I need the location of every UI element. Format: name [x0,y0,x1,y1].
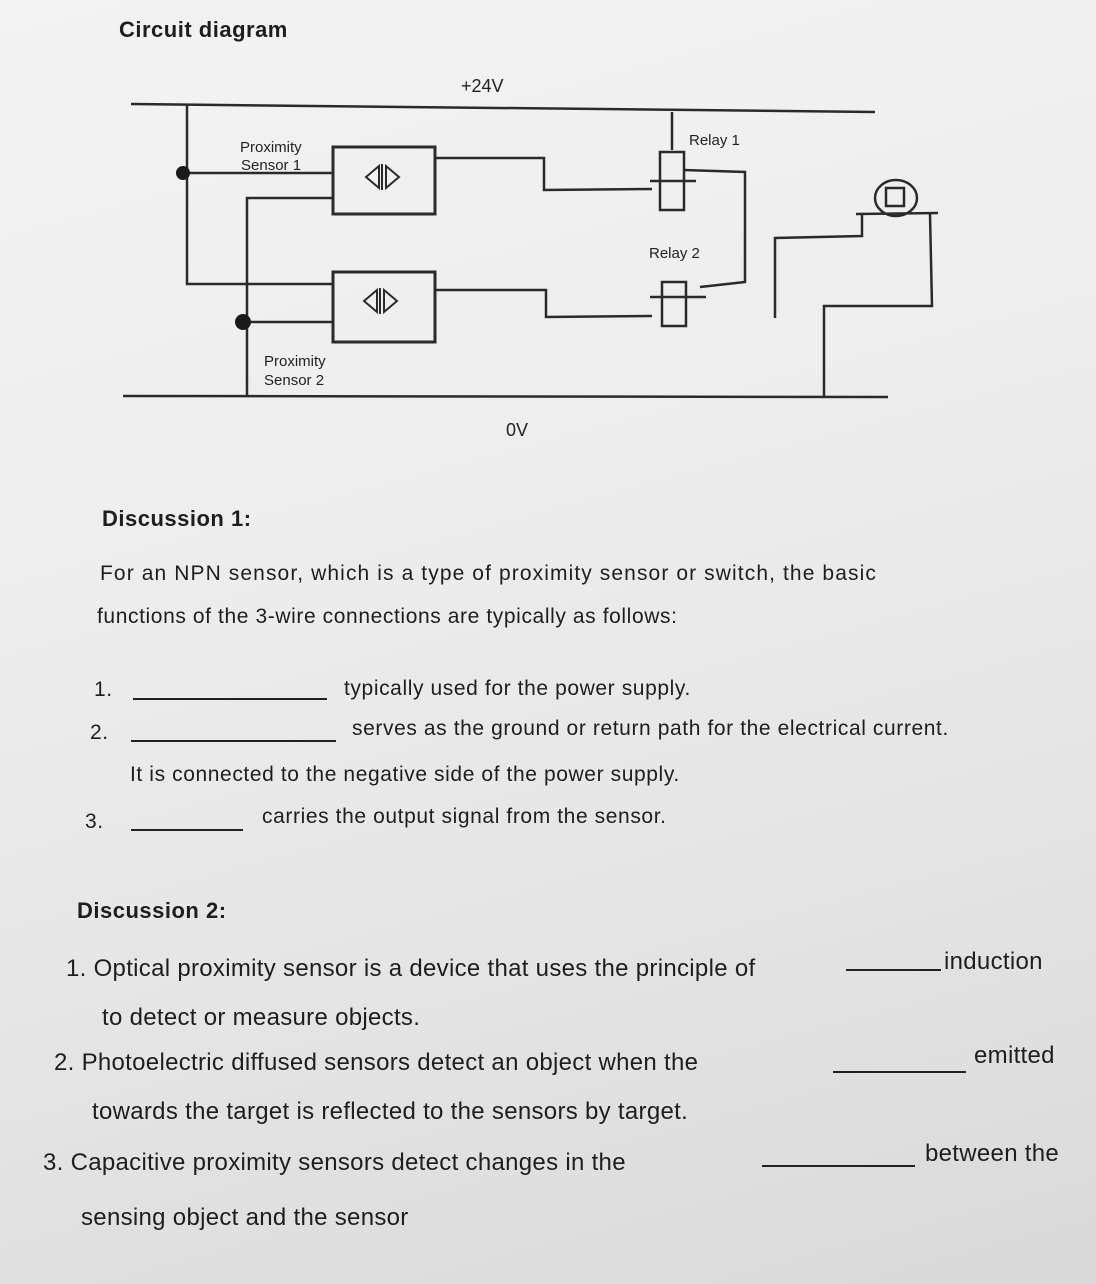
d2-item1-answer: induction [944,948,1043,975]
d2-item2-answer: emitted [974,1042,1055,1069]
d1-item3-text: carries the output signal from the sensor. [262,805,667,828]
sensor2-output-wire [435,290,652,317]
sensor2-label-line1: Proximity [264,353,326,370]
discussion-1-intro-line2: functions of the 3-wire connections are typically as follows: [97,605,678,628]
d2-item3-line1: 3. Capacitive proximity sensors detect changes in the [43,1149,626,1176]
d2-item1-line1: 1. Optical proximity sensor is a device that uses the principle of [66,955,756,982]
relay2-label: Relay 2 [649,245,700,262]
d1-item3-number: 3. [85,810,104,833]
node-dot-1 [176,166,190,180]
sensor1-label-line2: Sensor 1 [241,157,302,174]
d2-item3-answer: between the [925,1140,1060,1167]
d1-item2-text: serves as the ground or return path for the electrical current. [352,717,949,740]
relay1-output-wire [684,170,745,287]
proximity-sensor-1-box [333,147,435,214]
load-wire [775,215,862,318]
discussion-1-heading: Discussion 1: [102,506,252,531]
relay1-label: Relay 1 [689,132,740,149]
positive-rail [131,104,875,112]
sensor1-output-wire [435,158,652,190]
d1-item2-blank[interactable] [131,740,336,742]
d2-item2-line1: 2. Photoelectric diffused sensors detect an object when the [54,1049,699,1076]
d2-item1-line2: to detect or measure objects. [102,1004,421,1031]
d1-item2-number: 2. [90,721,109,744]
d2-item2-line2: towards the target is reflected to the sensors by target. [92,1098,689,1125]
d1-item2-continuation: It is connected to the negative side of the power supply. [130,763,680,786]
d2-item3-line2: sensing object and the sensor [81,1204,409,1231]
lamp-return-wire [824,214,932,396]
relay-2-symbol [662,282,686,326]
supply-bottom-label: 0V [506,420,529,440]
sensor2-label-line2: Sensor 2 [264,372,325,389]
d2-item2-blank[interactable] [833,1071,966,1073]
page-title: Circuit diagram [119,17,288,42]
sensor1-label-line1: Proximity [240,139,302,156]
d1-item1-number: 1. [94,678,113,701]
d1-item3-blank[interactable] [131,829,243,831]
d1-item1-text: typically used for the power supply. [344,677,691,700]
sensor1-symbol-icon [366,166,379,188]
ground-rail [123,396,888,397]
circuit-diagram [0,0,1096,460]
discussion-2-heading: Discussion 2: [77,898,227,923]
sensor2-symbol-icon [364,290,377,312]
d2-item1-blank[interactable] [846,969,941,971]
d2-item3-blank[interactable] [762,1165,915,1167]
discussion-1-intro-line1: For an NPN sensor, which is a type of proximity sensor or switch, the basic [100,562,877,585]
d1-item1-blank[interactable] [133,698,327,700]
lamp-symbol [875,180,917,216]
node-dot-2 [235,314,251,330]
supply-top-label: +24V [461,76,504,96]
left-supply-wire [187,104,333,284]
